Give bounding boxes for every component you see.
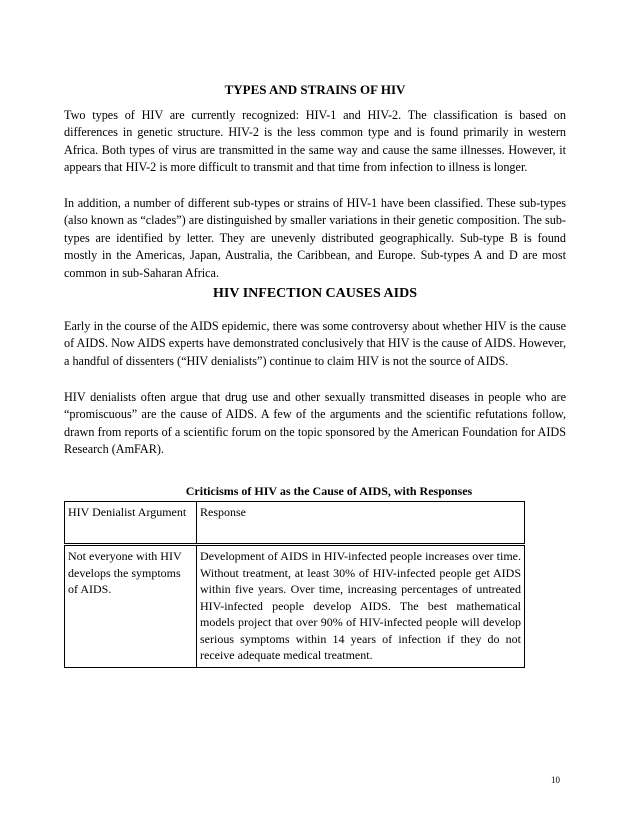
table-row [65, 545, 525, 668]
paragraph-hiv-types: Two types of HIV are currently recognized: HIV-1 and HIV-2. The classification is based on differences in genetic structure. HIV-2 is the less common type and is found primarily in western Africa. Both types of virus are transmitted in the same way and cause the same illnesses. However, it appears that HIV-2 is more difficult to transmit and that time from infection to illness is longer. [64, 108, 566, 175]
paragraph-hiv-subtypes: In addition, a number of different sub-types or strains of HIV-1 have been classified. These sub-types (also known as “clades”) are distinguished by smaller variations in their genetic composition. The sub-types are identified by letter. They are unevenly distributed geographically. Sub-type B is found mostly in the Americas, Japan, Australia, the Caribbean, and Europe. Sub-types A and D are most common in sub-Saharan Africa. [64, 196, 566, 280]
criticisms-table [64, 501, 525, 668]
header-response: Response [197, 502, 525, 545]
paragraph-controversy: Early in the course of the AIDS epidemic, there was some controversy about whether HIV is the cause of AIDS. Now AIDS experts have demonstrated conclusively that HIV is the cause of AIDS. However, a handful of dissenters (“HIV denialists”) continue to claim HIV is not the source of AIDS. [64, 319, 566, 368]
response-cell: Development of AIDS in HIV-infected people increases over time. Without treatment, at least 30% of HIV-infected people get AIDS within five years. Over time, increasing percentages of untreated HIV-infected people develop AIDS. The best mathematical models project that over 90% of HIV-infected people will develop serious symptoms within 14 years of infection if they do not receive adequate medical treatment. [197, 545, 525, 668]
heading-types-and-strains: TYPES AND STRAINS OF HIV [224, 82, 406, 97]
paragraph-denialists: HIV denialists often argue that drug use and other sexually transmitted diseases in people who are “promiscuous” are the cause of AIDS. A few of the arguments and the scientific refutations follow, drawn from reports of a scientific forum on the topic sponsored by the American Foundation for AIDS Research (AmFAR). [64, 390, 566, 457]
table-caption: Criticisms of HIV as the Cause of AIDS, with Responses [185, 484, 473, 498]
table-header-row [65, 502, 525, 545]
heading-infection-causes-aids: HIV INFECTION CAUSES AIDS [213, 286, 417, 301]
page-number: 10 [551, 775, 560, 785]
argument-cell: Not everyone with HIV develops the symptoms of AIDS. [65, 545, 197, 668]
header-argument: HIV Denialist Argument [65, 502, 197, 545]
